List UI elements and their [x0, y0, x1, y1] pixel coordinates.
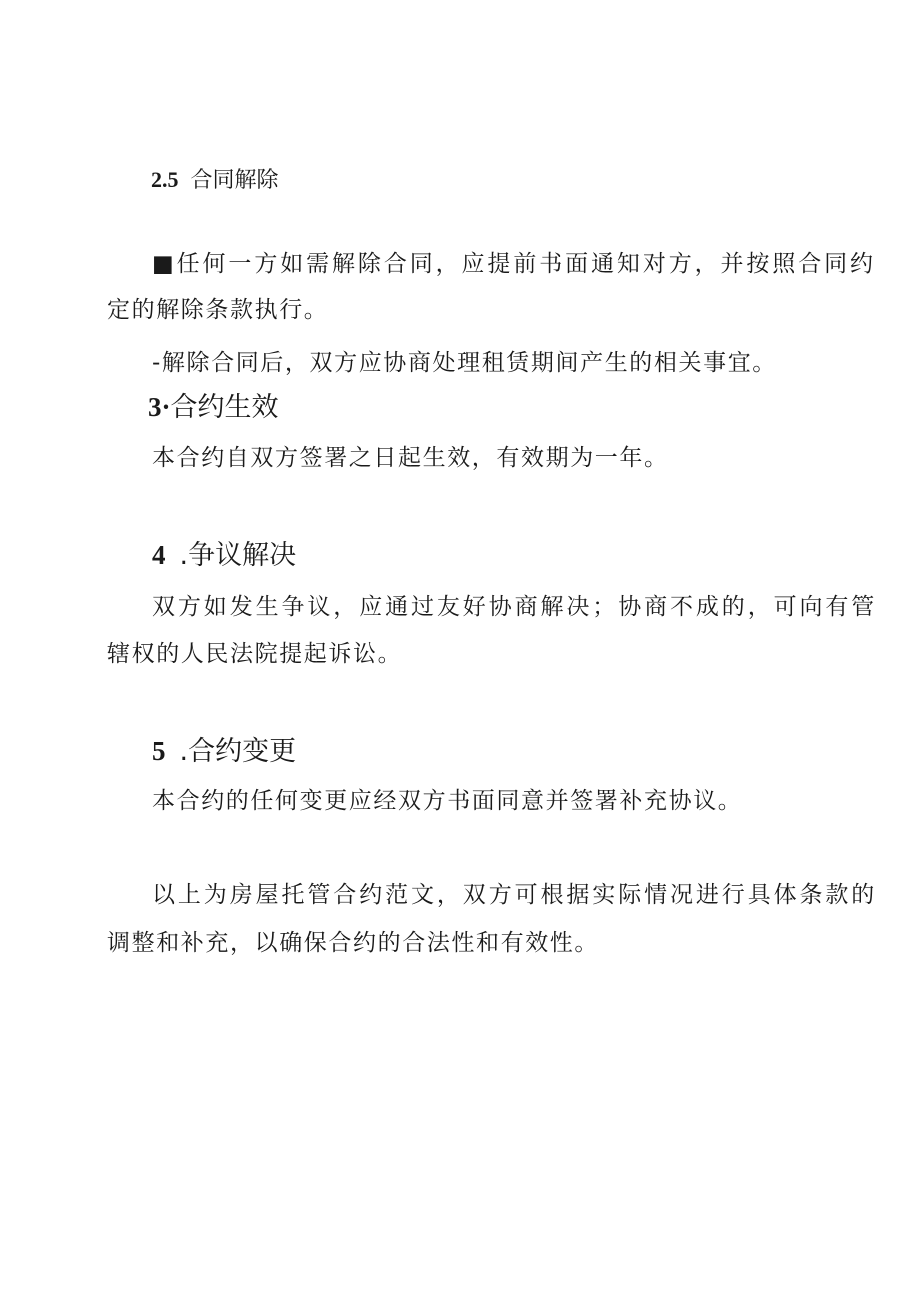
section-number: 2.5: [151, 167, 179, 192]
section-number: 4: [152, 540, 166, 570]
section-title: 合约生效: [170, 392, 279, 423]
paragraph-line: ■任何一方如需解除合同，应提前书面通知对方，并按照合同约: [152, 251, 876, 277]
paragraph-line: 以上为房屋托管合约范文，双方可根据实际情况进行具体条款的: [152, 882, 878, 908]
section-title: 合同解除: [190, 168, 279, 193]
section-title: .争议解决: [179, 540, 297, 571]
paragraph-line: 调整和补充，以确保合约的合法性和有效性。: [107, 930, 599, 956]
section-number: 5: [152, 736, 166, 766]
section-number: 3·: [148, 392, 171, 422]
paragraph-line: 辖权的人民法院提起诉讼。: [107, 641, 403, 667]
section-3-heading: [148, 391, 279, 424]
section-title: .合约变更: [179, 736, 297, 767]
section-2-5-heading: [151, 166, 279, 195]
section-5-heading: [152, 735, 296, 768]
paragraph-line: -解除合同后，双方应协商处理租赁期间产生的相关事宜。: [152, 350, 777, 376]
section-4-heading: [152, 539, 296, 572]
paragraph-line: 双方如发生争议，应通过友好协商解决；协商不成的，可向有管: [152, 594, 878, 620]
paragraph-line: 定的解除条款执行。: [107, 297, 329, 323]
paragraph-line: 本合约的任何变更应经双方书面同意并签署补充协议。: [152, 788, 743, 814]
paragraph-line: 本合约自双方签署之日起生效，有效期为一年。: [152, 445, 669, 471]
